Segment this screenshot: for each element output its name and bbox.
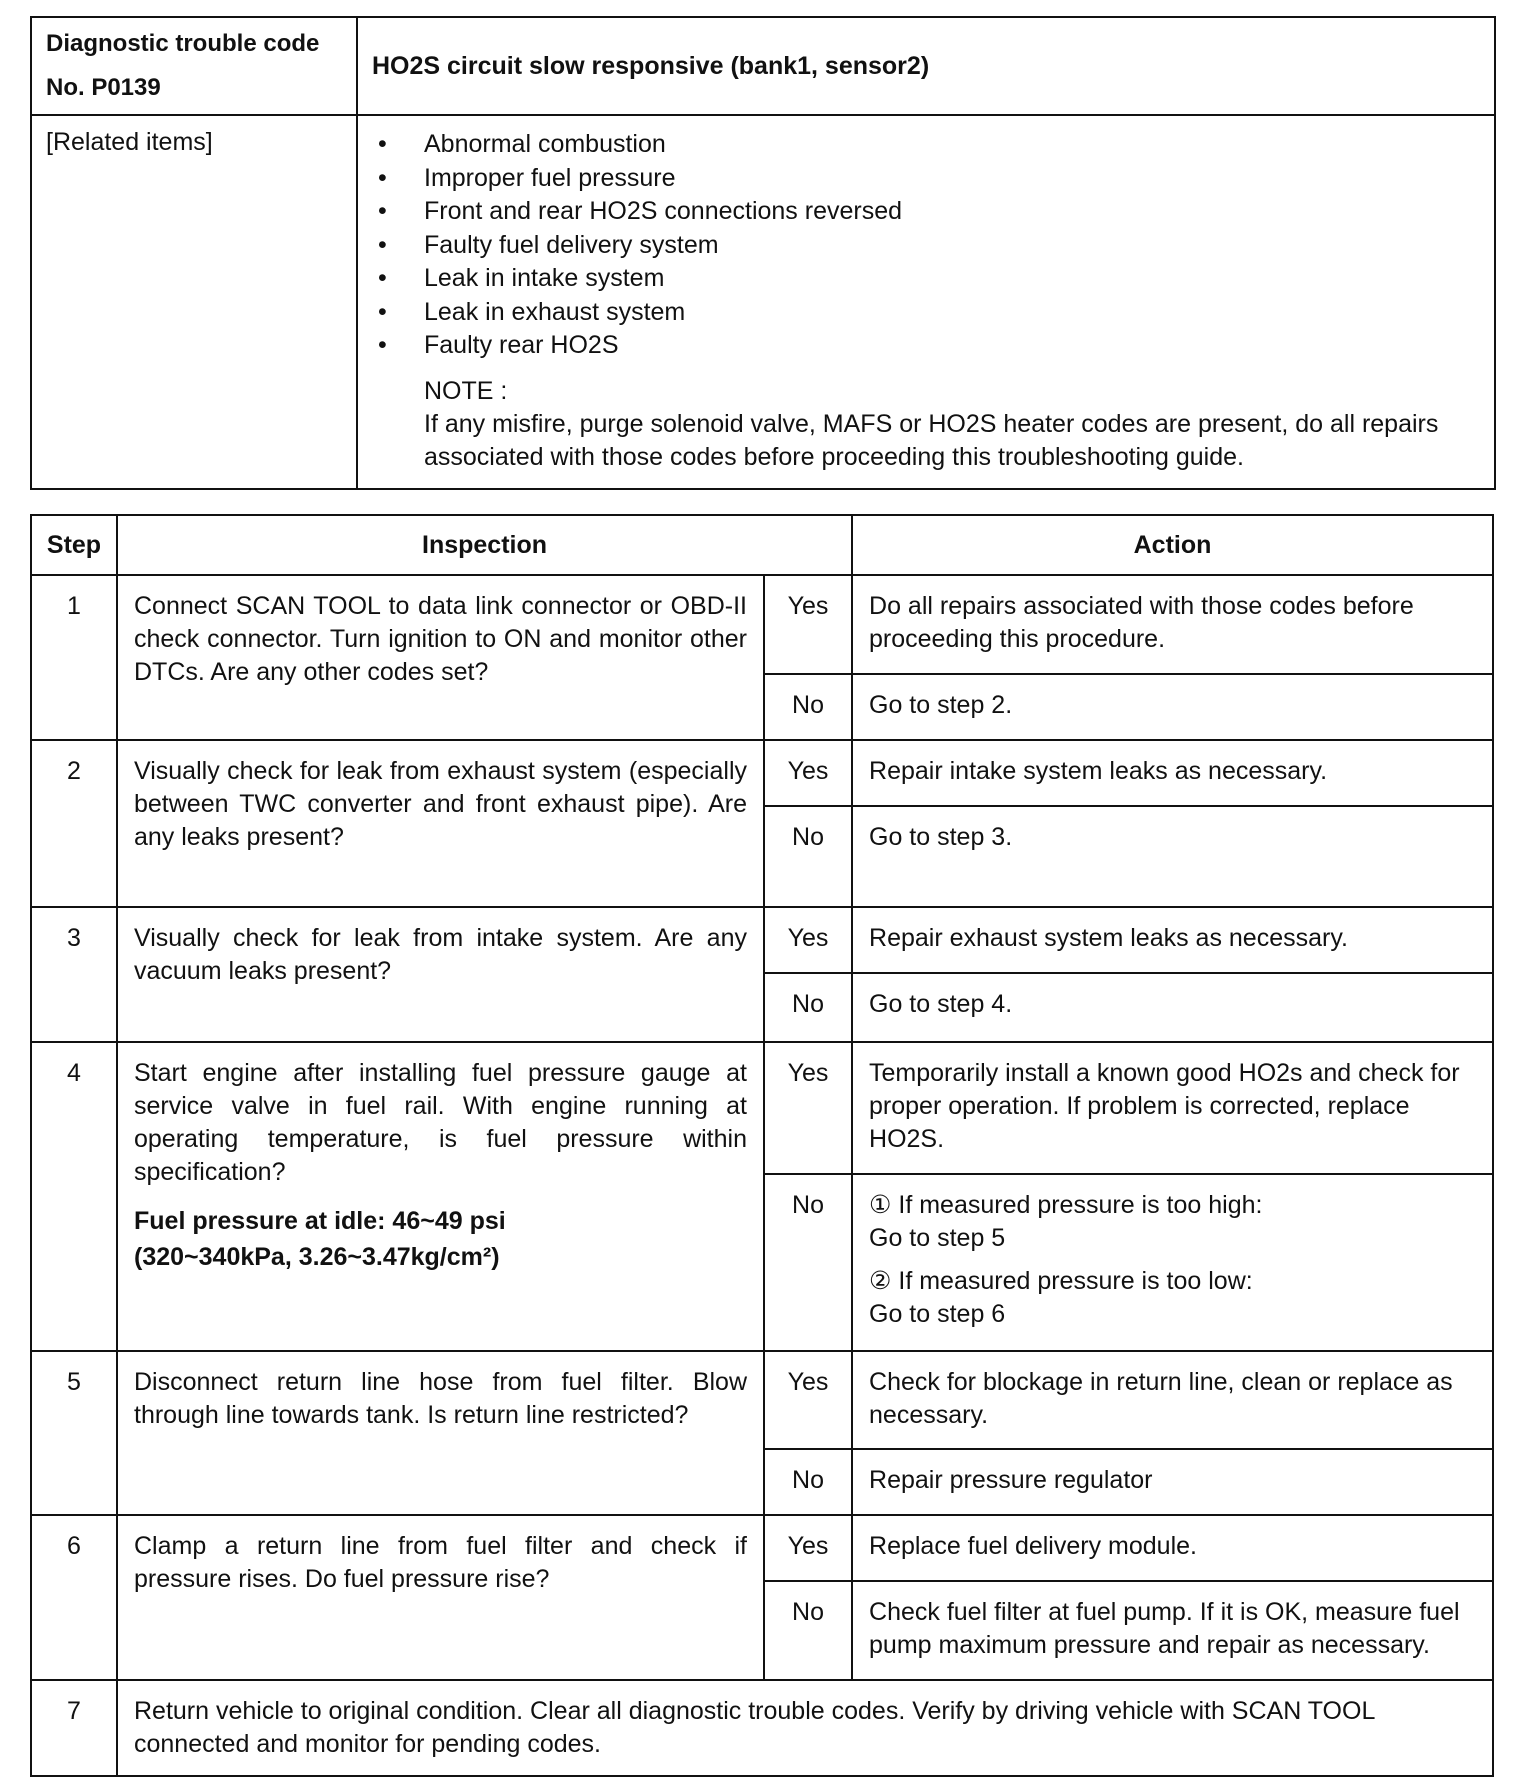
bullet-icon: • [378, 130, 387, 158]
list-item: • Leak in exhaust system [372, 296, 1480, 330]
note-block [372, 375, 1480, 474]
table-row [31, 1680, 1493, 1776]
related-items-label: [Related items] [31, 115, 357, 489]
no-action: Go to step 3. [852, 806, 1493, 907]
list-item: • Faulty fuel delivery system [372, 229, 1480, 263]
bullet-icon: • [378, 230, 387, 259]
no-action: Check fuel filter at fuel pump. If it is OK, measure fuel pump maximum pressure and repair as necessary. [852, 1581, 1493, 1680]
spec-line-metric: (320~340kPa, 3.26~3.47kg/cm²) [134, 1243, 500, 1271]
step-inspection: Clamp a return line from fuel filter and check if pressure rises. Do fuel pressure rise? [117, 1515, 764, 1680]
related-items-row [31, 115, 1495, 489]
yes-label: Yes [764, 1042, 852, 1174]
bullet-icon: • [378, 163, 387, 192]
step-number: 7 [31, 1680, 117, 1776]
list-item: • Leak in intake system [372, 262, 1480, 296]
troubleshooting-table [30, 514, 1494, 1777]
step-inspection-cell [117, 1042, 764, 1351]
no-action: Go to step 4. [852, 973, 1493, 1042]
list-item: • Front and rear HO2S connections reversed [372, 195, 1480, 229]
dtc-code-cell [31, 17, 357, 115]
note-title: NOTE : [424, 376, 508, 405]
table-row [31, 1042, 1493, 1174]
bullet-icon: • [378, 197, 387, 225]
table-row [31, 1351, 1493, 1449]
step-number: 1 [31, 575, 117, 740]
no-action: Go to step 2. [852, 674, 1493, 740]
yes-action: Repair intake system leaks as necessary. [852, 740, 1493, 806]
step-final-text: Return vehicle to original condition. Clear all diagnostic trouble codes. Verify by driving vehicle with SCAN TOOL connected and monitor for pending codes. [117, 1680, 1493, 1776]
yes-action: Check for blockage in return line, clean or replace as necessary. [852, 1351, 1493, 1449]
step-inspection: Visually check for leak from exhaust system (especially between TWC converter and front exhaust pipe). Are any leaks present? [117, 740, 764, 907]
header-step: Step [31, 515, 117, 575]
no-label: No [764, 806, 852, 907]
yes-label: Yes [764, 1351, 852, 1449]
step-number: 4 [31, 1042, 117, 1351]
step-number: 2 [31, 740, 117, 907]
no-label: No [764, 674, 852, 740]
bullet-icon: • [378, 264, 387, 292]
no-action-option-1: ① If measured pressure is too high: [869, 1191, 1263, 1219]
yes-action: Repair exhaust system leaks as necessary. [852, 907, 1493, 973]
no-label: No [764, 1174, 852, 1351]
list-item: • Improper fuel pressure [372, 162, 1480, 196]
step-inspection: Visually check for leak from intake system. Are any vacuum leaks present? [117, 907, 764, 1042]
related-items-cell [357, 115, 1495, 489]
yes-label: Yes [764, 1515, 852, 1581]
bullet-icon: • [378, 331, 387, 359]
no-action: Repair pressure regulator [852, 1449, 1493, 1515]
bullet-icon: • [378, 297, 387, 326]
no-label: No [764, 1581, 852, 1680]
no-label: No [764, 973, 852, 1042]
yes-label: Yes [764, 575, 852, 674]
list-item: • Faulty rear HO2S [372, 329, 1480, 363]
yes-action: Do all repairs associated with those codes before proceeding this procedure. [852, 575, 1493, 674]
dtc-header-table [30, 16, 1496, 490]
no-action-option-2-goto: Go to step 6 [869, 1300, 1006, 1328]
table-header-row [31, 515, 1493, 575]
spec-line-psi: Fuel pressure at idle: 46~49 psi [134, 1207, 506, 1235]
fuel-pressure-spec [134, 1203, 747, 1275]
step-number: 5 [31, 1351, 117, 1515]
table-row [31, 1515, 1493, 1581]
step-inspection: Start engine after installing fuel pressure gauge at service valve in fuel rail. With engine running at operating temperature, is fuel pressure within specification? [134, 1059, 747, 1186]
header-action: Action [852, 515, 1493, 575]
step-inspection: Connect SCAN TOOL to data link connector or OBD-II check connector. Turn ignition to ON and monitor other DTCs. Are any other codes set? [117, 575, 764, 740]
dtc-title: HO2S circuit slow responsive (bank1, sensor2) [357, 17, 1495, 115]
list-item: • Abnormal combustion [372, 128, 1480, 162]
step-number: 6 [31, 1515, 117, 1680]
step-number: 3 [31, 907, 117, 1042]
table-row [31, 575, 1493, 674]
note-text: If any misfire, purge solenoid valve, MAFS or HO2S heater codes are present, do all repairs associated with those codes before proceeding this troubleshooting guide. [424, 409, 1439, 471]
related-items-list [372, 128, 1480, 363]
no-action-option-1-goto: Go to step 5 [869, 1224, 1006, 1252]
dtc-code-label: Diagnostic trouble code [46, 30, 320, 57]
yes-label: Yes [764, 907, 852, 973]
table-row [31, 740, 1493, 806]
no-label: No [764, 1449, 852, 1515]
dtc-code-number: No. P0139 [46, 74, 161, 101]
table-row [31, 907, 1493, 973]
step-inspection: Disconnect return line hose from fuel filter. Blow through line towards tank. Is return line restricted? [117, 1351, 764, 1515]
dtc-header-row [31, 17, 1495, 115]
no-action-option-2: ② If measured pressure is too low: [869, 1267, 1253, 1295]
no-action-cell [852, 1174, 1493, 1351]
yes-label: Yes [764, 740, 852, 806]
yes-action: Temporarily install a known good HO2s and check for proper operation. If problem is corrected, replace HO2S. [852, 1042, 1493, 1174]
header-inspection: Inspection [117, 515, 852, 575]
yes-action: Replace fuel delivery module. [852, 1515, 1493, 1581]
